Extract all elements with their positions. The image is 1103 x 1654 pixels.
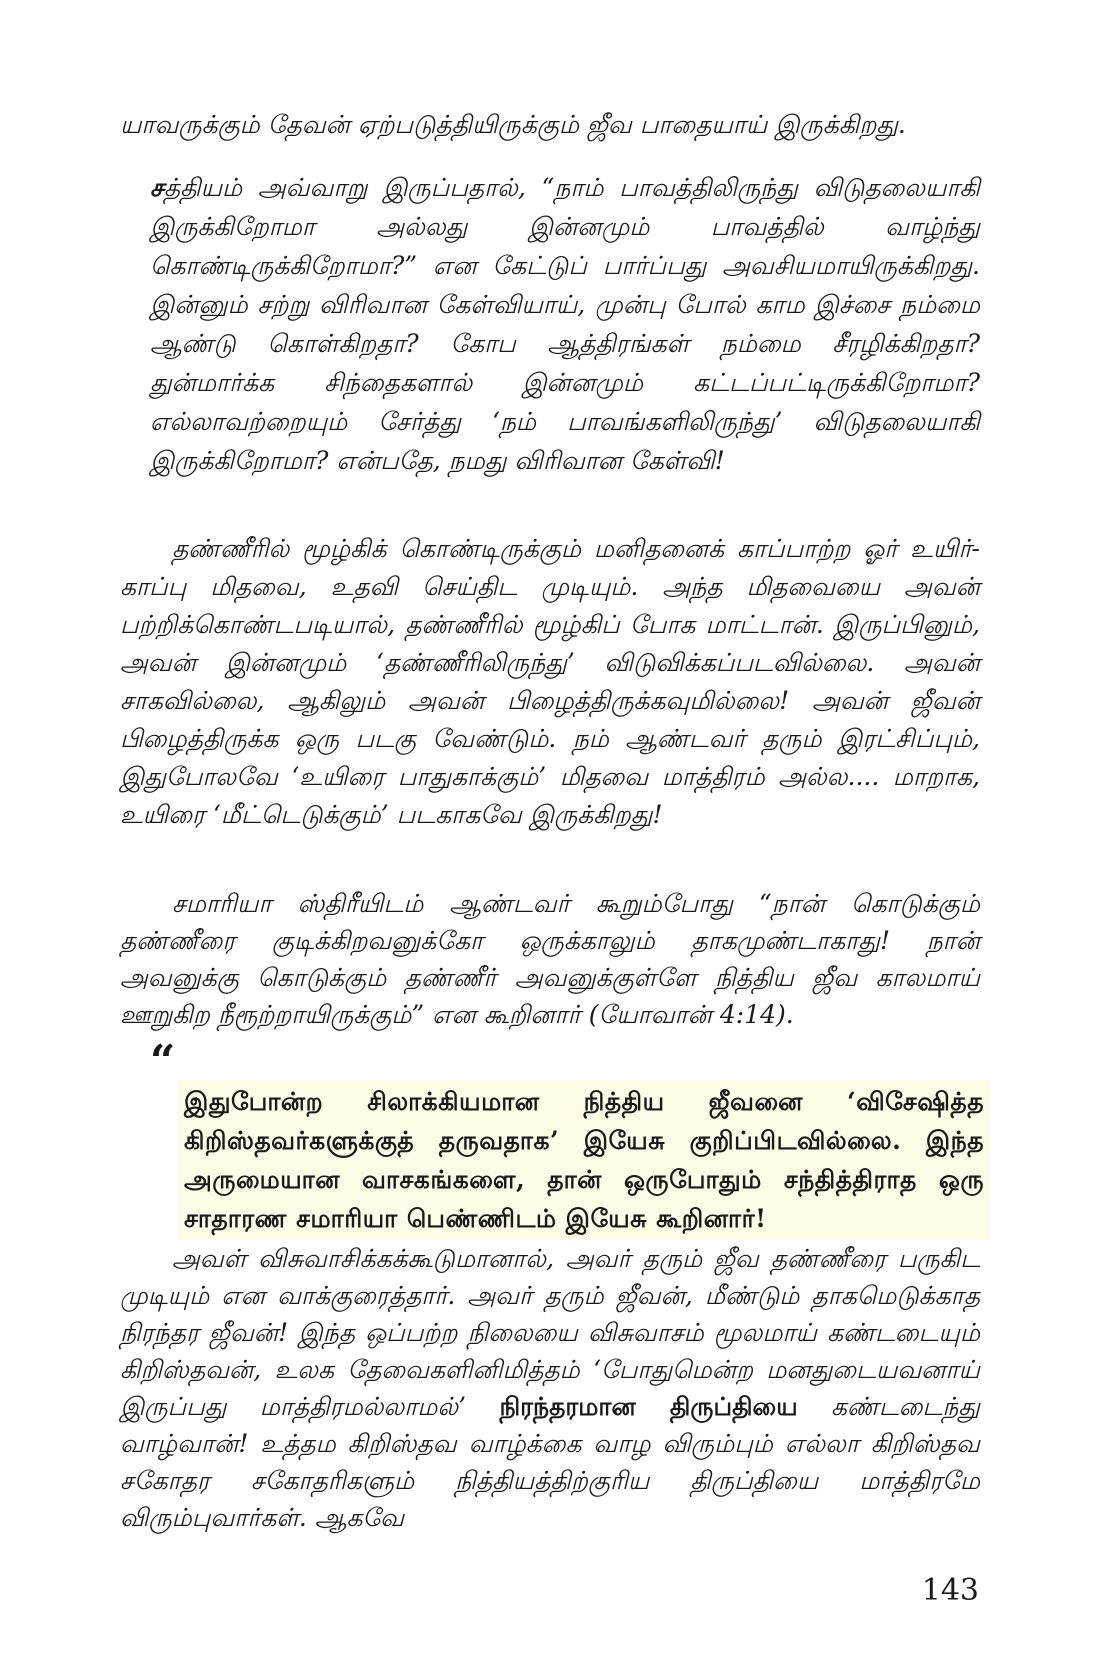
samaria-paragraph xyxy=(120,885,980,1033)
truth-question-text: த்தியம் அவ்வாறு இருப்பதால், “நாம் பாவத்திலிருந்து விடுதலையாகி இருக்கிறோமா அல்லது இன்னமும் பாவத்தில் வாழ்ந்து கொண்டிருக்கிறோமா?” என கேட்டுப் பார்ப்பது அவசியமாயிருக்கிறது. இன்னும் சற்று விரிவான கேள்வியாய், முன்பு போல் காம இச்சை நம்மை ஆண்டு கொள்கிறதா? கோப ஆத்திரங்கள் நம்மை சீரழிக்கிறதா? துன்மார்க்க சிந்தைகளால் இன்னமும் கட்டப்பட்டிருக்கிறோமா? எல்லாவற்றையும் சேர்த்து ‘நம் பாவங்களிலிருந்து’ விடுதலையாகி இருக்கிறோமா? என்பதே, நமது விரிவான கேள்வி! xyxy=(150,173,980,475)
final-text-before: அவள் விசுவாசிக்கக்கூடுமானால், அவர் தரும் ஜீவ தண்ணீரை பருகிட முடியும் என வாக்குரைத்தார். அவர் தரும் ஜீவன், மீண்டும் தாகமெடுக்காத நிரந்தர ஜீவன்! இந்த ஒப்பற்ற நிலையை விசுவாசம் மூலமாய் கண்டடையும் கிறிஸ்தவன், உலக தேவைகளினிமித்தம் ‘போதுமென்ற மனதுடையவனாய் இருப்பது மாத்திரமல்லாமல்’ xyxy=(120,1244,980,1421)
pull-quote xyxy=(178,1080,990,1240)
pull-quote-mark: “ xyxy=(150,1036,176,1087)
lifejacket-paragraph xyxy=(120,530,980,834)
samaria-text: சமாரியா ஸ்திரீயிடம் ஆண்டவர் கூறும்போது “நான் கொடுக்கும் தண்ணீரை குடிக்கிறவனுக்கோ ஒருக்காலும் தாகமுண்டாகாது! நான் அவனுக்கு கொடுக்கும் தண்ணீர் அவனுக்குள்ளே நித்திய ஜீவ காலமாய் ஊறுகிற நீரூற்றாயிருக்கும்” என கூறினார் (யோவான் 4:14). xyxy=(120,889,980,1029)
lead-word: ச xyxy=(150,173,164,202)
lifejacket-text: தண்ணீரில் மூழ்கிக் கொண்டிருக்கும் மனிதனைக் காப்பாற்ற ஓர் உயிர்-காப்பு மிதவை, உதவி செய்திட முடியும். அந்த மிதவையை அவன் பற்றிக்கொண்டபடியால், தண்ணீரில் மூழ்கிப் போக மாட்டான். இருப்பினும், அவன் இன்னமும் ‘தண்ணீரிலிருந்து’ விடுவிக்கப்படவில்லை. அவன் சாகவில்லை, ஆகிலும் அவன் பிழைத்திருக்கவுமில்லை! அவன் ஜீவன் பிழைத்திருக்க ஒரு படகு வேண்டும். நம் ஆண்டவர் தரும் இரட்சிப்பும், இதுபோலவே ‘உயிரை பாதுகாக்கும்’ மிதவை மாத்திரம் அல்ல.... மாறாக, உயிரை ‘மீட்டெடுக்கும்’ படகாகவே இருக்கிறது! xyxy=(120,534,980,829)
final-bold-phrase: நிரந்தரமான திருப்தியை xyxy=(499,1392,798,1421)
truth-question-paragraph xyxy=(150,168,980,480)
page-number: 143 xyxy=(921,1573,979,1608)
pull-quote-text: இதுபோன்ற சிலாக்கியமான நித்திய ஜீவனை ‘விசேஷித்த கிறிஸ்தவர்களுக்குத் தருவதாக’ இயேசு குறிப்பிடவில்லை. இந்த அருமையான வாசகங்களை, தான் ஒருபோதும் சந்தித்திராத ஒரு சாதாரண சமாரியா பெண்ணிடம் இயேசு கூறினார்! xyxy=(184,1087,984,1233)
final-paragraph xyxy=(120,1240,980,1536)
final-text-after: கண்டடைந்து வாழ்வான்! உத்தம கிறிஸ்தவ வாழ்க்கை வாழ விரும்பும் எல்லா கிறிஸ்தவ சகோதர சகோதரிகளும் நித்தியத்திற்குரிய திருப்தியை மாத்திரமே விரும்புவார்கள். ஆகவே xyxy=(120,1392,980,1532)
book-page xyxy=(120,0,984,1654)
top-line: யாவருக்கும் தேவன் ஏற்படுத்தியிருக்கும் ஜீவ பாதையாய் இருக்கிறது. xyxy=(120,110,906,139)
